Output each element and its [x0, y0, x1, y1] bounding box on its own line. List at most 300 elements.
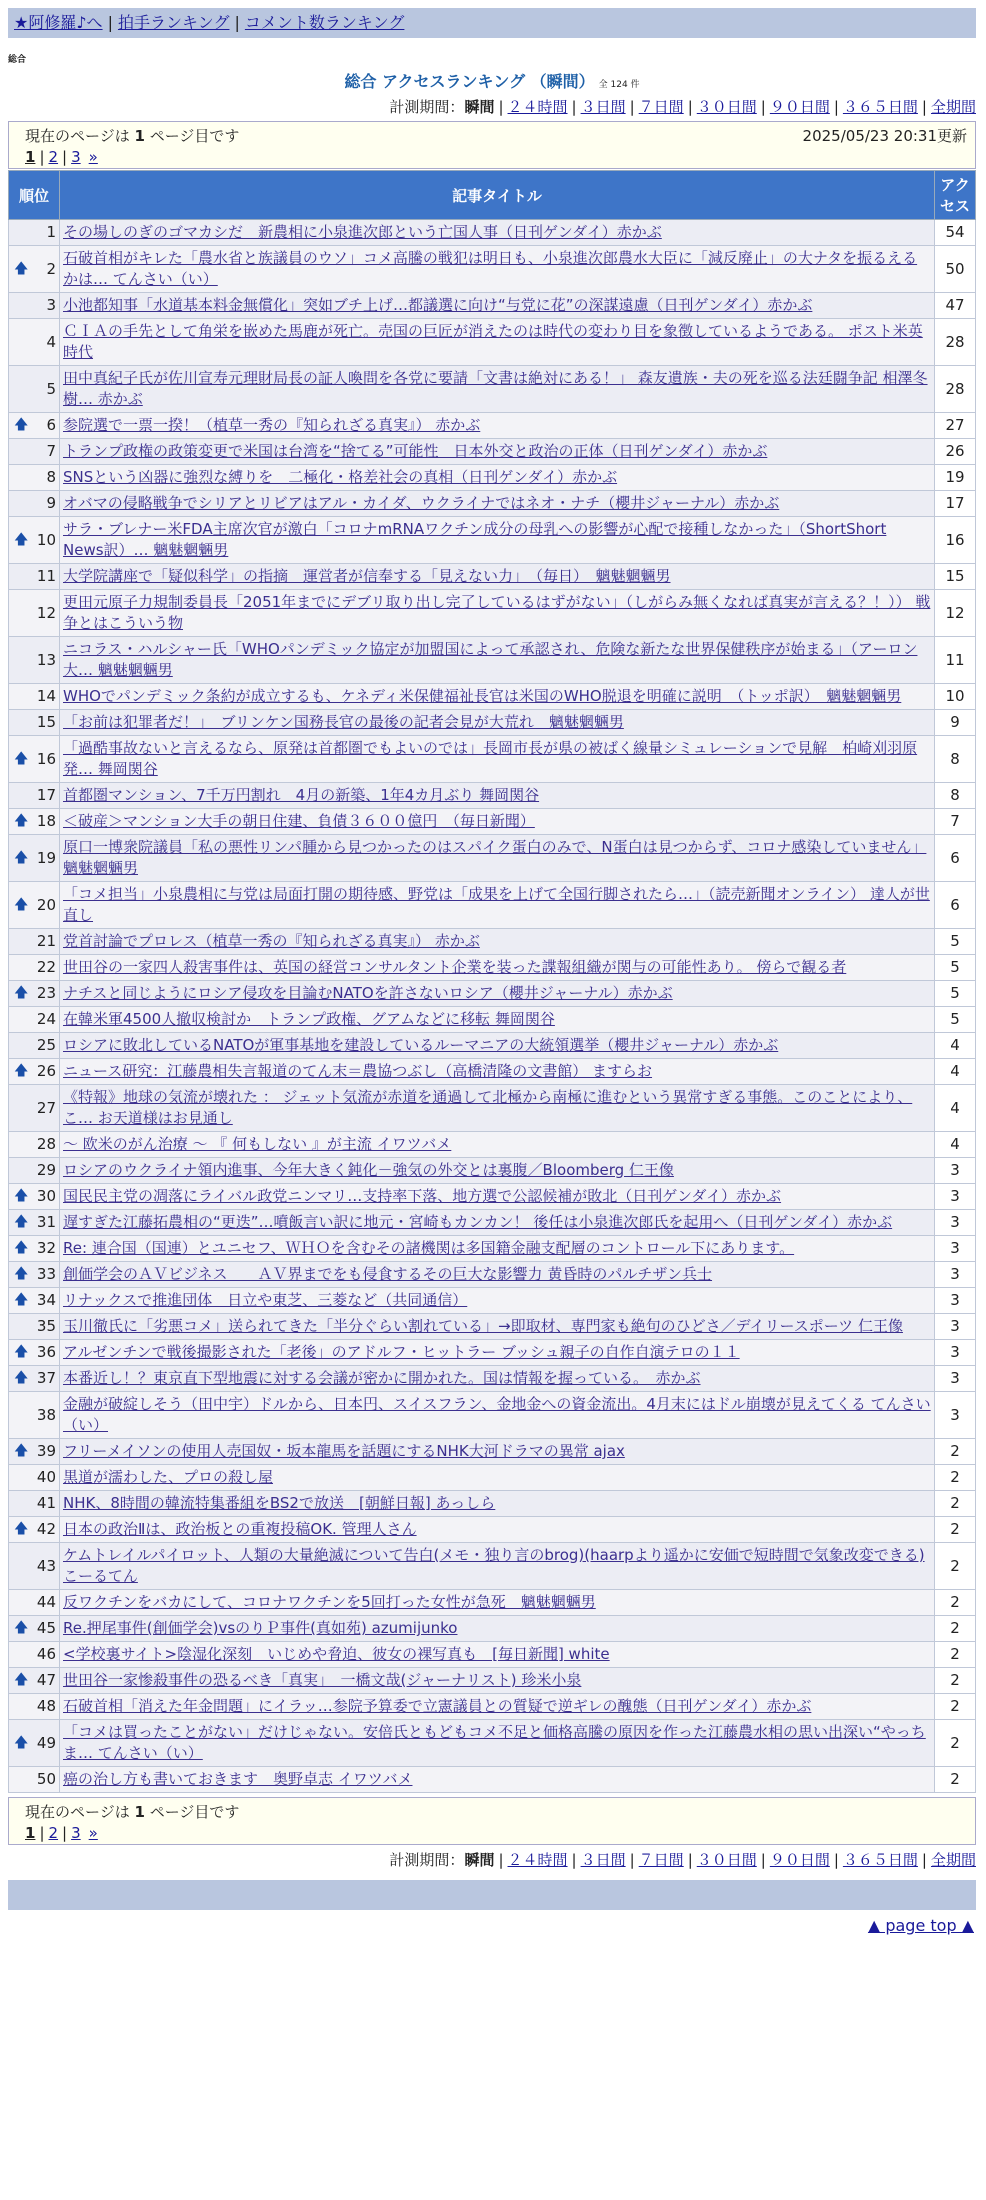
rank-number: 5: [46, 379, 56, 398]
article-title-link[interactable]: 田中真紀子氏が佐川宣寿元理財局長の証人喚問を各党に要請「文書は絶対にある！」 森友遺族・夫の死を巡る法廷闘争記 相澤冬樹… 赤かぶ: [63, 369, 928, 408]
article-title-link[interactable]: ＣＩＡの手先として角栄を嵌めた馬鹿が死亡。売国の巨匠が消えたのは時代の変わり目を象徴しているようである。 ポスト米英時代: [63, 322, 923, 361]
access-count: 50: [935, 246, 976, 293]
page-current: 1: [25, 148, 36, 166]
access-count: 2: [935, 1767, 976, 1793]
access-count: 8: [935, 736, 976, 783]
period-separator: |: [687, 98, 693, 116]
table-row: [9, 882, 976, 929]
title-cell: [60, 517, 935, 564]
article-title-link[interactable]: ＜破産＞マンション大手の朝日住建、負債３６００億円 （毎日新聞）: [63, 812, 535, 830]
period-option-link[interactable]: ９０日間: [769, 1851, 830, 1869]
pager-box: [8, 121, 976, 169]
rank-cell: [9, 491, 60, 517]
col-title-header: 記事タイトル: [60, 171, 935, 220]
article-title-link[interactable]: ナチスと同じようにロシア侵攻を目論むNATOを許さないロシア（櫻井ジャーナル）赤かぶ: [63, 984, 673, 1002]
access-count: 28: [935, 319, 976, 366]
article-title-link[interactable]: 首都圏マンション、7千万円割れ 4月の新築、1年4カ月ぶり 舞岡関谷: [63, 786, 540, 804]
rank-up-arrow-icon: 🡅: [14, 1188, 29, 1204]
access-count: 3: [935, 1210, 976, 1236]
title-cell: [60, 1668, 935, 1694]
article-title-link[interactable]: 金融が破綻しそう（田中宇）ドルから、日本円、スイスフラン、金地金への資金流出。4月末にはドル崩壊が見えてくる てんさい（い）: [63, 1395, 931, 1434]
rank-cell: [9, 465, 60, 491]
article-title-link[interactable]: 石破首相「消えた年金問題」にイラッ…参院予算委で立憲議員との質疑で逆ギレの醜態（日刊ゲンダイ）赤かぶ: [63, 1697, 812, 1715]
table-row: [9, 1059, 976, 1085]
rank-number: 13: [36, 650, 56, 669]
rank-cell: [9, 955, 60, 981]
rank-cell: [9, 590, 60, 637]
article-title-link[interactable]: リナックスで推進団体 日立や東芝、三菱など（共同通信）: [63, 1291, 468, 1309]
rank-cell: [9, 1465, 60, 1491]
rank-up-arrow-icon: 🡅: [14, 1370, 29, 1386]
period-option-link[interactable]: ７日間: [638, 1851, 684, 1869]
rank-cell: [9, 1288, 60, 1314]
period-option-link[interactable]: ７日間: [638, 98, 684, 116]
article-title-link[interactable]: NHK、8時間の韓流特集番組をBS2で放送 [朝鮮日報] あっしら: [63, 1494, 496, 1512]
rank-number: 49: [36, 1733, 56, 1752]
table-row: [9, 1590, 976, 1616]
rank-number: 38: [36, 1405, 56, 1424]
article-title-link[interactable]: ケムトレイルパイロット、人類の大量絶滅について告白(メモ・独り言のbrog)(haarpより遥かに安価で短時間で気象改変できる) こーるてん: [63, 1546, 925, 1585]
rank-cell: [9, 1262, 60, 1288]
rank-number: 21: [36, 932, 56, 950]
period-option-link[interactable]: ２４時間: [507, 98, 568, 116]
article-title-link[interactable]: 大学院講座で「疑似科学」の指摘 運営者が信奉する「見えない力」 （毎日） 魑魅魍魎男: [63, 567, 671, 585]
table-row: [9, 736, 976, 783]
table-row: [9, 1694, 976, 1720]
period-option-link[interactable]: ３０日間: [696, 1851, 757, 1869]
table-row: [9, 246, 976, 293]
rank-cell: [9, 929, 60, 955]
article-title-link[interactable]: フリーメイソンの使用人売国奴・坂本龍馬を話題にするNHK大河ドラマの異常 ajax: [63, 1442, 625, 1460]
title-cell: [60, 1314, 935, 1340]
rank-number: 26: [36, 1062, 56, 1080]
rank-number: 50: [36, 1770, 56, 1788]
access-count: 27: [935, 413, 976, 439]
article-title-link[interactable]: 参院選で一票一揆！（植草一秀の『知られざる真実』） 赤かぶ: [63, 416, 481, 434]
table-row: [9, 783, 976, 809]
rank-up-arrow-icon: 🡅: [14, 1266, 29, 1282]
article-title-link[interactable]: 「お前は犯罪者だ！」 ブリンケン国務長官の最後の記者会見が大荒れ 魑魅魍魎男: [63, 713, 624, 731]
rank-number: 48: [36, 1697, 56, 1715]
rank-number: 34: [36, 1291, 56, 1309]
rank-number: 18: [36, 812, 56, 830]
article-title-link[interactable]: 癌の治し方も書いておきます 奥野卓志 イワツバメ: [63, 1770, 413, 1788]
rank-cell: [9, 1340, 60, 1366]
access-count: 15: [935, 564, 976, 590]
article-title-link[interactable]: ニコラス・ハルシャー氏「WHOパンデミック協定が加盟国によって承認され、危険な新たな世界保健秩序が始まる」（アーロン大… 魑魅魍魎男: [63, 640, 918, 679]
article-title-link[interactable]: 「コメ担当」小泉農相に与党は局面打開の期待感、野党は「成果を上げて全国行脚されたら…」（読売新聞オンライン） 達人が世直し: [63, 885, 930, 924]
access-count: 5: [935, 1007, 976, 1033]
rank-number: 23: [36, 984, 56, 1002]
article-title-link[interactable]: Re: 連合国（国連）とユニセフ、ＷＨＯを含むその諸機関は多国籍金融支配層のコントロール下にあります。: [63, 1239, 795, 1257]
title-cell: [60, 1340, 935, 1366]
access-count: 28: [935, 366, 976, 413]
next-page-link[interactable]: »: [88, 148, 98, 166]
rank-number: 15: [36, 713, 56, 731]
access-count: 12: [935, 590, 976, 637]
page-top-link[interactable]: ▲ page top ▲: [867, 1916, 974, 1935]
table-row: [9, 955, 976, 981]
rank-number: 10: [36, 530, 56, 549]
period-option-link[interactable]: ２４時間: [507, 1851, 568, 1869]
period-selector: [8, 96, 976, 117]
access-count: 2: [935, 1439, 976, 1465]
access-count: 3: [935, 1158, 976, 1184]
title-cell: [60, 1616, 935, 1642]
article-title-link[interactable]: 玉川徹氏に「劣悪コメ」送られてきた「半分ぐらい割れている」→即取材、専門家も絶句のひどさ／デイリースポーツ 仁王像: [63, 1317, 903, 1335]
rank-cell: [9, 1366, 60, 1392]
access-count: 5: [935, 929, 976, 955]
table-row: [9, 1616, 976, 1642]
rank-cell: [9, 1033, 60, 1059]
access-count: 5: [935, 981, 976, 1007]
rank-cell: [9, 366, 60, 413]
title-cell: [60, 1517, 935, 1543]
page-title: [8, 69, 976, 92]
rank-number: 46: [36, 1645, 56, 1663]
title-cell: [60, 491, 935, 517]
article-title-link[interactable]: 世田谷の一家四人殺害事件は、英国の経営コンサルタント企業を装った諜報組織が関与の可能性あり。 傍らで観る者: [63, 958, 847, 976]
article-title-link[interactable]: 日本の政治Ⅱは、政治板との重複投稿OK. 管理人さん: [63, 1520, 417, 1538]
title-cell: [60, 835, 935, 882]
access-count: 47: [935, 293, 976, 319]
rank-number: 11: [36, 567, 56, 585]
rank-up-arrow-icon: 🡅: [14, 813, 29, 829]
period-separator: |: [571, 98, 577, 116]
table-row: [9, 1314, 976, 1340]
rank-number: 14: [36, 687, 56, 705]
period-option-link[interactable]: ３６５日間: [842, 1851, 918, 1869]
article-title-link[interactable]: サラ・ブレナー米FDA主席次官が激白「コロナmRNAワクチン成分の母乳への影響が心配で接種しなかった」（ShortShort News訳）… 魑魅魍魎男: [63, 520, 887, 559]
page-separator: |: [62, 1824, 68, 1842]
comment-ranking-link[interactable]: コメント数ランキング: [244, 13, 405, 32]
page-links: [25, 1824, 967, 1842]
title-cell: [60, 319, 935, 366]
access-count: 11: [935, 637, 976, 684]
next-page-link[interactable]: »: [88, 1824, 98, 1842]
title-cell: [60, 1033, 935, 1059]
table-row: [9, 366, 976, 413]
title-cell: [60, 1590, 935, 1616]
article-title-link[interactable]: 「過酷事故ないと言えるなら、原発は首都圏でもよいのでは」長岡市長が県の被ばく線量シミュレーションで見解 柏崎刈羽原発… 舞岡関谷: [63, 739, 918, 778]
period-option-link[interactable]: ９０日間: [769, 98, 830, 116]
title-cell: [60, 1184, 935, 1210]
rank-cell: [9, 1158, 60, 1184]
table-row: [9, 637, 976, 684]
table-row: [9, 1767, 976, 1793]
title-cell: [60, 220, 935, 246]
table-row: [9, 1439, 976, 1465]
title-cell: [60, 736, 935, 783]
table-row: [9, 929, 976, 955]
rank-number: 25: [36, 1036, 56, 1054]
table-row: [9, 1392, 976, 1439]
access-count: 2: [935, 1517, 976, 1543]
updated-time: 2025/05/23 20:31更新: [802, 127, 967, 145]
table-row: [9, 710, 976, 736]
access-count: 3: [935, 1184, 976, 1210]
article-title-link[interactable]: アルゼンチンで戦後撮影された「老後」のアドルフ・ヒットラー ブッシュ親子の自作自演テロの１１: [63, 1343, 740, 1361]
period-separator: |: [833, 1851, 839, 1869]
page-status-number: 1: [134, 1803, 145, 1821]
rank-cell: [9, 1007, 60, 1033]
title-cell: [60, 1694, 935, 1720]
page-link[interactable]: 2: [48, 148, 59, 166]
rank-up-arrow-icon: 🡅: [14, 1443, 29, 1459]
rank-cell: [9, 1668, 60, 1694]
period-option-link[interactable]: ３０日間: [696, 98, 757, 116]
period-label: 計測期間：: [389, 98, 465, 116]
rank-number: 39: [36, 1442, 56, 1460]
article-title-link[interactable]: 更田元原子力規制委員長「2051年までにデブリ取り出し完了しているはずがない」（しがらみ無くなれば真実が言える？！）） 戦争とはこういう物: [63, 593, 931, 632]
title-cell: [60, 1132, 935, 1158]
pager-box-bottom: [8, 1797, 976, 1845]
article-title-link[interactable]: 原口一博衆院議員「私の悪性リンパ腫から見つかったのはスパイク蛋白のみで、N蛋白は見つからず、コロナ感染していません」魑魅魍魎男: [63, 838, 927, 877]
access-count: 19: [935, 465, 976, 491]
rank-cell: [9, 882, 60, 929]
access-count: 2: [935, 1616, 976, 1642]
rank-number: 7: [46, 442, 56, 460]
access-count: 4: [935, 1085, 976, 1132]
table-row: [9, 809, 976, 835]
rank-up-arrow-icon: 🡅: [14, 417, 29, 433]
period-option-link[interactable]: ３日間: [580, 1851, 626, 1869]
table-row: [9, 1642, 976, 1668]
access-count: 3: [935, 1314, 976, 1340]
title-cell: [60, 710, 935, 736]
rank-cell: [9, 1491, 60, 1517]
title-cell: [60, 1491, 935, 1517]
nav-separator: |: [234, 13, 240, 32]
rank-number: 3: [46, 296, 56, 314]
title-cell: [60, 981, 935, 1007]
title-cell: [60, 882, 935, 929]
table-row: [9, 835, 976, 882]
article-title-link[interactable]: ロシアに敗北しているNATOが軍事基地を建設しているルーマニアの大統領選挙（櫻井ジャーナル）赤かぶ: [63, 1036, 779, 1054]
page-status-prefix: 現在のページは: [25, 127, 135, 145]
rank-up-arrow-icon: 🡅: [14, 750, 29, 767]
article-title-link[interactable]: 本番近し！？東京直下型地震に対する会議が密かに開かれた。国は情報を握っている。 赤かぶ: [63, 1369, 701, 1387]
article-title-link[interactable]: Re.押尾事件(創価学会)vsのりＰ事件(真如苑) azumijunko: [63, 1619, 458, 1637]
page-status: [25, 125, 239, 146]
title-cell: [60, 564, 935, 590]
article-title-link[interactable]: 「コメは買ったことがない」だけじゃない。安倍氏ともどもコメ不足と価格高騰の原因を作った江藤農水相の思い出深い“やっちま… てんさい（い）: [63, 1723, 926, 1762]
period-selector-bottom: [8, 1849, 976, 1870]
clap-ranking-link[interactable]: 拍手ランキング: [117, 13, 230, 32]
title-cell: [60, 1642, 935, 1668]
title-cell: [60, 809, 935, 835]
page-link[interactable]: 3: [71, 1824, 81, 1842]
period-separator: |: [498, 1851, 504, 1869]
title-cell: [60, 413, 935, 439]
article-title-link[interactable]: 反ワクチンをバカにして、コロナワクチンを5回打った女性が急死 魑魅魍魎男: [63, 1593, 596, 1611]
access-count: 3: [935, 1262, 976, 1288]
access-count: 4: [935, 1033, 976, 1059]
rank-number: 1: [46, 223, 56, 241]
period-option-link[interactable]: 全期間: [930, 98, 976, 116]
title-cell: [60, 783, 935, 809]
article-title-link[interactable]: その場しのぎのゴマカシだ 新農相に小泉進次郎という亡国人事（日刊ゲンダイ）赤かぶ: [63, 223, 662, 241]
rank-number: 29: [36, 1161, 56, 1179]
access-count: 3: [935, 1392, 976, 1439]
article-title-link[interactable]: WHOでパンデミック条約が成立するも、ケネディ米保健福祉長官は米国のWHO脱退を明確に説明 （トッポ訳） 魑魅魍魎男: [63, 687, 902, 705]
rank-number: 47: [36, 1671, 56, 1689]
table-row: [9, 293, 976, 319]
period-option-link[interactable]: 全期間: [930, 1851, 976, 1869]
rank-cell: [9, 1184, 60, 1210]
rank-up-arrow-icon: 🡅: [14, 531, 29, 548]
title-cell: [60, 1439, 935, 1465]
access-count: 3: [935, 1340, 976, 1366]
rank-cell: [9, 1314, 60, 1340]
article-title-link[interactable]: <学校裏サイト>陰湿化深刻 いじめや脅迫、彼女の裸写真も [毎日新聞] white: [63, 1645, 610, 1663]
ranking-table: [8, 170, 976, 1793]
rank-up-arrow-icon: 🡅: [14, 1063, 29, 1079]
rank-cell: [9, 564, 60, 590]
rank-number: 2: [46, 259, 56, 278]
rank-up-arrow-icon: 🡅: [14, 1620, 29, 1636]
article-title-link[interactable]: 世田谷一家惨殺事件の恐るべき「真実」 一橋文哉(ジャーナリスト) 珍米小泉: [63, 1671, 582, 1689]
rank-up-arrow-icon: 🡅: [14, 985, 29, 1001]
article-title-link[interactable]: 〜 欧米のがん治療 〜 『 何もしない 』が主流 イワツバメ: [63, 1135, 452, 1153]
table-row: [9, 1007, 976, 1033]
rank-up-arrow-icon: 🡅: [14, 1672, 29, 1688]
rank-cell: [9, 517, 60, 564]
rank-cell: [9, 1132, 60, 1158]
rank-number: 6: [46, 416, 56, 434]
article-title-link[interactable]: 遅すぎた江藤拓農相の“更迭”…噴飯言い訳に地元・宮崎もカンカン！ 後任は小泉進次郎氏を起用へ（日刊ゲンダイ）赤かぶ: [63, 1213, 893, 1231]
article-title-link[interactable]: 黒道が濡わした、プロの殺し屋: [63, 1468, 274, 1486]
rank-number: 30: [36, 1187, 56, 1205]
table-row: [9, 1236, 976, 1262]
article-title-link[interactable]: 《特報》地球の気流が壊れた ： ジェット気流が赤道を通過して北極から南極に進むという異常すぎる事態。このことにより、こ… お天道様はお見通し: [63, 1088, 913, 1127]
article-title-link[interactable]: ロシアのウクライナ領内進事、今年大きく鈍化－強気の外交とは裏腹／Bloomberg 仁王像: [63, 1161, 674, 1179]
article-title-link[interactable]: トランプ政権の政策変更で米国は台湾を“捨てる”可能性 日本外交と政治の正体（日刊ゲンダイ）赤かぶ: [63, 442, 768, 460]
rank-number: 28: [36, 1135, 56, 1153]
table-row: [9, 413, 976, 439]
period-current: 瞬間: [464, 98, 495, 116]
rank-number: 41: [36, 1494, 56, 1512]
article-title-link[interactable]: SNSという凶器に強烈な縛りを 二極化・格差社会の真相（日刊ゲンダイ）赤かぶ: [63, 468, 618, 486]
rank-cell: [9, 1694, 60, 1720]
title-cell: [60, 1210, 935, 1236]
table-row: [9, 1158, 976, 1184]
rank-cell: [9, 1059, 60, 1085]
title-cell: [60, 1085, 935, 1132]
access-count: 54: [935, 220, 976, 246]
access-count: 2: [935, 1543, 976, 1590]
rank-cell: [9, 684, 60, 710]
rank-number: 43: [36, 1556, 56, 1575]
table-row: [9, 1033, 976, 1059]
rank-up-arrow-icon: 🡅: [14, 1344, 29, 1360]
rank-number: 32: [36, 1239, 56, 1257]
title-cell: [60, 1236, 935, 1262]
table-row: [9, 465, 976, 491]
period-separator: |: [629, 98, 635, 116]
access-count: 4: [935, 1132, 976, 1158]
page-status-suffix: ページ目です: [144, 1803, 240, 1821]
rank-number: 42: [36, 1520, 56, 1538]
table-header: [9, 171, 976, 220]
period-option-link[interactable]: ３日間: [580, 98, 626, 116]
rank-cell: [9, 637, 60, 684]
page-status-suffix: ページ目です: [144, 127, 240, 145]
title-cell: [60, 1543, 935, 1590]
rank-cell: [9, 1210, 60, 1236]
rank-cell: [9, 1767, 60, 1793]
period-separator: |: [687, 1851, 693, 1869]
access-count: 2: [935, 1465, 976, 1491]
rank-cell: [9, 439, 60, 465]
access-count: 26: [935, 439, 976, 465]
rank-cell: [9, 413, 60, 439]
page-link[interactable]: 2: [48, 1824, 59, 1842]
article-title-link[interactable]: 創価学会のＡＶビジネス ＡＶ界までをも侵食するその巨大な影響力 黄昏時のパルチザン兵士: [63, 1265, 713, 1283]
title-cell: [60, 1158, 935, 1184]
rank-cell: [9, 246, 60, 293]
table-row: [9, 439, 976, 465]
access-count: 2: [935, 1668, 976, 1694]
table-row: [9, 1366, 976, 1392]
title-cell: [60, 366, 935, 413]
rank-cell: [9, 1590, 60, 1616]
article-title-link[interactable]: 国民民主党の凋落にライバル政党ニンマリ…支持率下落、地方選で公認候補が敗北（日刊ゲンダイ）赤かぶ: [63, 1187, 782, 1205]
rank-cell: [9, 1439, 60, 1465]
access-count: 3: [935, 1366, 976, 1392]
article-title-link[interactable]: 石破首相がキレた「農水省と族議員のウソ」コメ高騰の戦犯は明日も、小泉進次郎農水大臣に「減反廃止」の大ナタを振るえるかは… てんさい（い）: [63, 249, 918, 288]
article-title-link[interactable]: 在韓米軍4500人撤収検討か トランプ政権、グアムなどに移転 舞岡関谷: [63, 1010, 555, 1028]
table-row: [9, 1543, 976, 1590]
page-link[interactable]: 3: [71, 148, 81, 166]
title-cell: [60, 465, 935, 491]
table-row: [9, 517, 976, 564]
rank-cell: [9, 1392, 60, 1439]
rank-number: 45: [36, 1619, 56, 1637]
article-title-link[interactable]: ニュース研究：江藤農相失言報道のてん末＝農協つぶし（高橋清隆の文書館） ますらお: [63, 1062, 653, 1080]
table-row: [9, 491, 976, 517]
article-title-link[interactable]: 小池都知事「水道基本料金無償化」突如ブチ上げ…都議選に向け“与党に花”の深謀遠慮（日刊ゲンダイ）赤かぶ: [63, 296, 813, 314]
period-separator: |: [760, 1851, 766, 1869]
title-cell: [60, 1007, 935, 1033]
rank-number: 22: [36, 958, 56, 976]
period-current: 瞬間: [464, 1851, 495, 1869]
title-cell: [60, 637, 935, 684]
period-option-link[interactable]: ３６５日間: [842, 98, 918, 116]
rank-up-arrow-icon: 🡅: [14, 260, 29, 277]
home-link[interactable]: ★阿修羅♪へ: [14, 13, 103, 32]
period-separator: |: [921, 98, 927, 116]
access-count: 6: [935, 835, 976, 882]
page-separator: |: [62, 148, 68, 166]
rank-number: 27: [36, 1098, 56, 1117]
rank-number: 20: [36, 895, 56, 914]
rank-number: 16: [36, 749, 56, 768]
title-cell: [60, 955, 935, 981]
rank-up-arrow-icon: 🡅: [14, 1734, 29, 1751]
access-count: 2: [935, 1642, 976, 1668]
article-title-link[interactable]: オバマの侵略戦争でシリアとリビアはアル・カイダ、ウクライナではネオ・ナチ（櫻井ジャーナル）赤かぶ: [63, 494, 780, 512]
access-count: 2: [935, 1491, 976, 1517]
rank-cell: [9, 1720, 60, 1767]
table-row: [9, 1288, 976, 1314]
rank-number: 40: [36, 1468, 56, 1486]
title-cell: [60, 439, 935, 465]
period-separator: |: [760, 98, 766, 116]
rank-cell: [9, 981, 60, 1007]
access-count: 7: [935, 809, 976, 835]
article-title-link[interactable]: 党首討論でプロレス（植草一秀の『知られざる真実』） 赤かぶ: [63, 932, 480, 950]
